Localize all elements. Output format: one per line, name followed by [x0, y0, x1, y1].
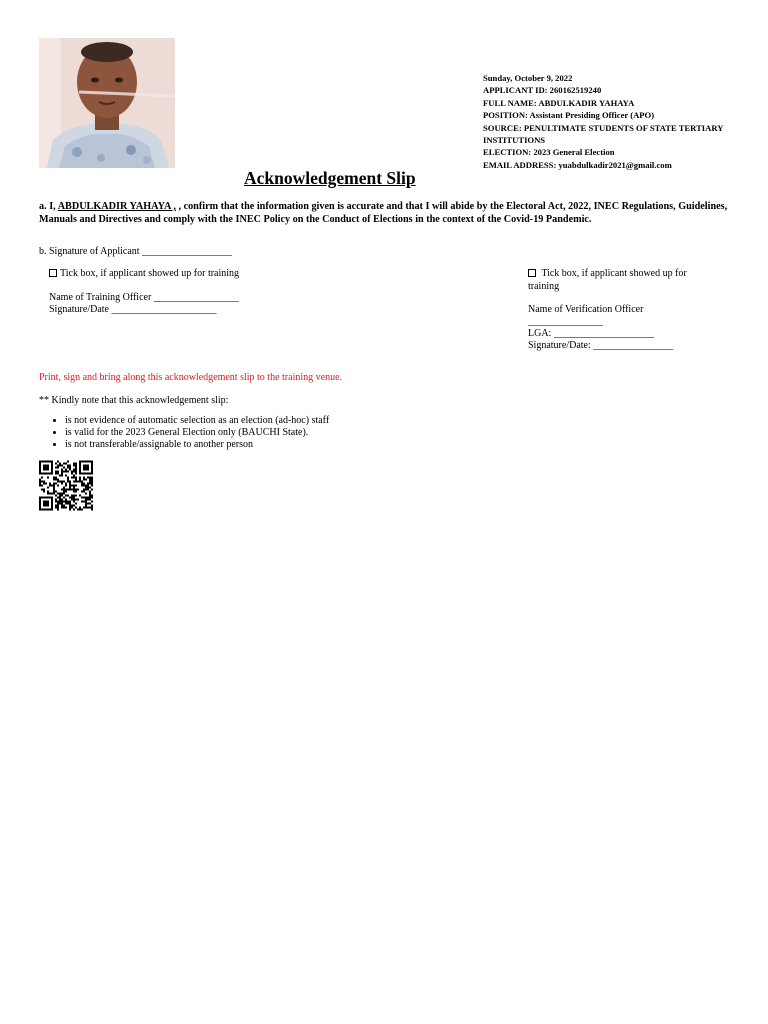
lga-line: LGA: ____________________: [528, 328, 654, 339]
applicant-source: SOURCE: PENULTIMATE STUDENTS OF STATE TERTIARY INSTITUTIONS: [483, 122, 724, 146]
training-officer-name-line: Name of Training Officer _________________: [49, 292, 239, 303]
qr-code: [39, 460, 93, 511]
applicant-photo-graphic: [39, 38, 175, 168]
applicant-signature-line: b. Signature of Applicant __________________: [39, 246, 233, 257]
applicant-position: POSITION: Assistant Presiding Officer (APO): [483, 110, 655, 121]
print-instruction: Print, sign and bring along this acknowledgement slip to the training venue.: [39, 372, 343, 383]
verification-checkbox[interactable]: [528, 269, 536, 277]
declaration-body: , confirm that the information given is accurate and that I will abide by the Electoral Act, 2022, INEC Regulations, Guidelines, Manuals and Directives and comply with the INEC Policy on the Conduct of Elections in the context of the Covid-19 Pandemic.: [39, 201, 728, 225]
list-item: • is not evidence of automatic selection as an election (ad-hoc) staff: [65, 415, 329, 427]
verification-officer-name-label: Name of Verification Officer: [528, 304, 644, 315]
verification-tick-label: Tick box, if applicant showed up for training: [528, 268, 687, 292]
kindly-note: ** Kindly note that this acknowledgement slip:: [39, 395, 229, 406]
declaration-applicant-name: ABDULKADIR YAHAYA ,: [57, 201, 176, 212]
training-checkbox[interactable]: [49, 269, 57, 277]
verification-tick-row: [528, 268, 708, 293]
verification-signature-line: Signature/Date: ________________: [528, 340, 674, 351]
training-tick-label: Tick box, if applicant showed up for training: [60, 268, 240, 279]
list-item: • is valid for the 2023 General Election only (BAUCHI State).: [65, 427, 329, 439]
training-signature-line: Signature/Date _____________________: [49, 304, 217, 315]
notes-list: [39, 415, 329, 451]
applicant-id: APPLICANT ID: 260162519240: [483, 85, 602, 96]
applicant-photo: [39, 38, 175, 168]
verification-officer-name-line: _______________: [528, 316, 603, 327]
applicant-info: [483, 72, 743, 171]
page-title: Acknowledgement Slip: [244, 168, 416, 188]
list-item: • is not transferable/assignable to another person: [65, 439, 329, 451]
slip-date: Sunday, October 9, 2022: [483, 73, 573, 83]
declaration-prefix: a. I,: [39, 201, 58, 212]
applicant-election: ELECTION: 2023 General Election: [483, 147, 615, 158]
applicant-email: EMAIL ADDRESS: yuabdulkadir2021@gmail.com: [483, 159, 672, 170]
declaration-text: [39, 200, 739, 226]
applicant-full-name: FULL NAME: ABDULKADIR YAHAYA: [483, 97, 635, 108]
training-tick-row: [49, 268, 239, 281]
